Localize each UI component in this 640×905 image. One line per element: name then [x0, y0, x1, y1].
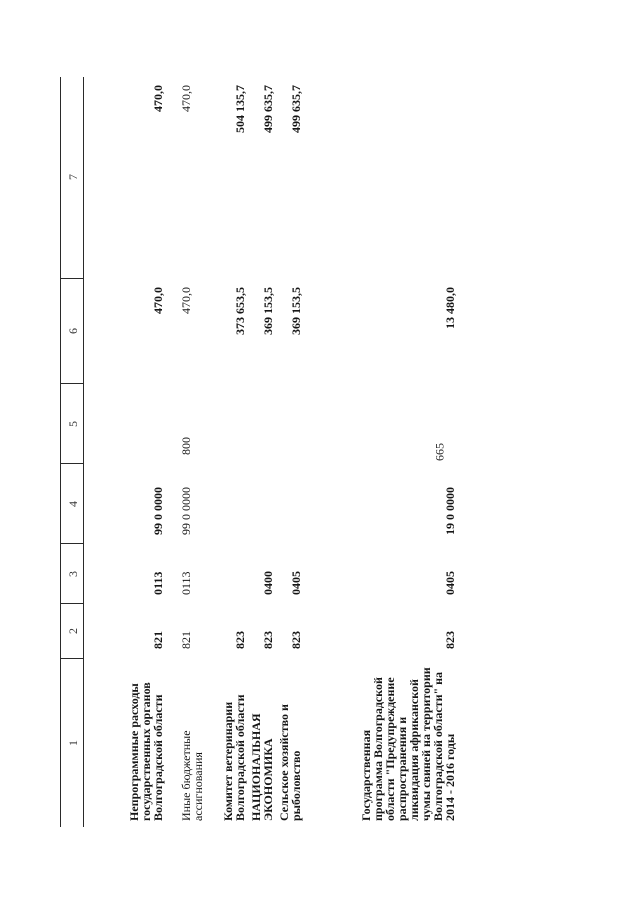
cell-col7: 499 635,7 — [289, 85, 303, 133]
column-header-7: 7 — [66, 174, 80, 180]
budget-table — [60, 77, 580, 827]
row-name: Иные бюджетные ассигнования — [179, 730, 205, 821]
cell-col2: 823 — [233, 631, 247, 649]
cell-col4: 99 0 0000 — [179, 487, 193, 535]
row-name: Непрограммные расходы государственных органов Волгоградской области — [127, 682, 165, 821]
col-separator — [60, 543, 84, 544]
cell-col5: 800 — [179, 437, 193, 455]
column-header-5: 5 — [66, 421, 80, 427]
cell-col6: 369 153,5 — [261, 287, 275, 335]
cell-col4: 19 0 0000 — [443, 487, 457, 535]
col-separator — [60, 278, 84, 279]
cell-col6: 470,0 — [151, 287, 165, 314]
table-header-rule — [83, 77, 84, 827]
cell-col2: 821 — [151, 631, 165, 649]
row-name: Сельское хозяйство и рыболовство — [277, 704, 303, 821]
column-header-2: 2 — [66, 628, 80, 634]
cell-col2: 823 — [443, 631, 457, 649]
cell-col3: 0405 — [289, 571, 303, 595]
cell-col3: 0113 — [151, 571, 165, 595]
column-header-3: 3 — [66, 571, 80, 577]
row-name: НАЦИОНАЛЬНАЯ ЭКОНОМИКА — [249, 713, 275, 821]
cell-col4: 99 0 0000 — [151, 487, 165, 535]
row-name: Комитет ветеринарии Волгоградской области — [221, 694, 247, 821]
cell-col6: 373 653,5 — [233, 287, 247, 335]
row-name: Государственная программа Волгоградской области "Предупреждение распространения и ликвидация африканской чумы свиней на территории Волгоградской области" на 2014 - 2016 годы — [359, 667, 457, 821]
cell-col2: 823 — [289, 631, 303, 649]
table-top-rule — [60, 77, 61, 827]
cell-col3: 0400 — [261, 571, 275, 595]
cell-col7: 470,0 — [151, 85, 165, 112]
cell-col2: 821 — [179, 631, 193, 649]
col-separator — [60, 658, 84, 659]
col-separator — [60, 383, 84, 384]
cell-col7: 504 135,7 — [233, 85, 247, 133]
column-header-4: 4 — [66, 501, 80, 507]
col-separator — [60, 463, 84, 464]
cell-col3: 0405 — [443, 571, 457, 595]
cell-col6: 369 153,5 — [289, 287, 303, 335]
cell-col6: 470,0 — [179, 287, 193, 314]
column-header-1: 1 — [66, 740, 80, 746]
cell-col6: 13 480,0 — [443, 287, 457, 329]
cell-col7: 470,0 — [179, 85, 193, 112]
cell-col2: 823 — [261, 631, 275, 649]
column-header-6: 6 — [66, 328, 80, 334]
col-separator — [60, 603, 84, 604]
page-number: 665 — [432, 443, 447, 461]
cell-col3: 0113 — [179, 571, 193, 595]
cell-col7: 499 635,7 — [261, 85, 275, 133]
